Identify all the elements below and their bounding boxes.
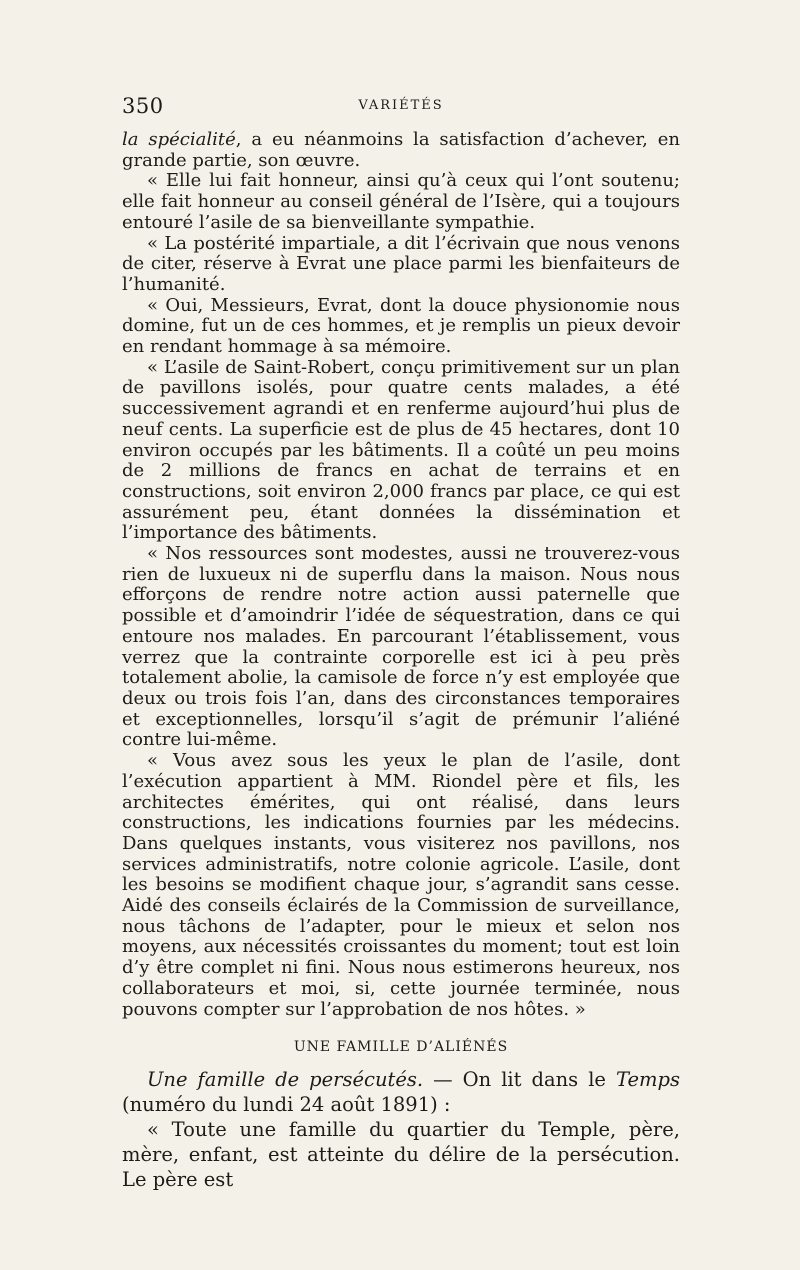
- running-title: VARIÉTÉS: [358, 98, 444, 113]
- paragraph: « Elle lui fait honneur, ainsi qu’à ceux qui l’ont soutenu; elle fait honneur au conseil général de l’Isère, qui a toujours entouré l’asile de sa bienveillante sympathie.: [122, 170, 680, 233]
- paragraph-text: , a eu néanmoins la satisfaction d’achever, en grande partie, son œuvre.: [122, 129, 681, 171]
- paragraph-article-intro: [122, 1067, 680, 1117]
- page-body: [122, 130, 680, 1192]
- page-header: [122, 94, 680, 124]
- paragraph: « Nos ressources sont modestes, aussi ne trouverez-vous rien de luxueux ni de superflu dans la maison. Nous nous efforçons de rendre notre action aussi paternelle que possible et d’amoindrir l’idée de séquestration, dans ce qui entoure nos malades. En parcourant l’établissement, vous verrez que la contrainte corporelle est ici à peu près totalement abolie, la camisole de force n’y est employée que deux ou trois fois l’an, dans des circonstances temporaires et exceptionnelles, lorsqu’il s’agit de prémunir l’aliéné contre lui-même.: [122, 543, 680, 751]
- paragraph-quote: « Toute une famille du quartier du Temple, père, mère, enfant, est atteinte du délire de la persécution. Le père est: [122, 1118, 680, 1192]
- paragraph-text: — On lit dans le: [423, 1068, 616, 1092]
- newspaper-name: Temps: [615, 1068, 680, 1092]
- paragraph: « L’asile de Saint-Robert, conçu primitivement sur un plan de pavillons isolés, pour quatre cents malades, a été successivement agrandi et en renferme aujourd’hui plus de neuf cents. La superficie est de plus de 45 hectares, dont 10 environ occupés par les bâtiments. Il a coûté un peu moins de 2 millions de francs en achat de terrains et en constructions, soit environ 2,000 francs par place, ce qui est assurément peu, étant données la dissémination et l’importance des bâtiments.: [122, 356, 680, 544]
- italic-phrase: la spécialité: [122, 129, 236, 150]
- page-number: 350: [122, 94, 164, 118]
- paragraph: « Oui, Messieurs, Evrat, dont la douce physionomie nous domine, fut un de ces hommes, et je remplis un pieux devoir en rendant hommage à sa mémoire.: [122, 294, 680, 358]
- paragraph-text: (numéro du lundi 24 août 1891) :: [122, 1093, 451, 1117]
- paragraph: « La postérité impartiale, a dit l’écrivain que nous venons de citer, réserve à Evrat une place parmi les bienfaiteurs de l’humanité.: [122, 232, 680, 295]
- article-title: Une famille de persécutés.: [147, 1068, 424, 1092]
- section-heading: UNE FAMILLE D’ALIÉNÉS: [293, 1039, 509, 1056]
- paragraph-continuation: [122, 130, 680, 171]
- paragraph: « Vous avez sous les yeux le plan de l’asile, dont l’exécution appartient à MM. Riondel père et fils, les architectes émérites, qui ont réalisé, dans leurs constructions, les indications fournies par les médecins. Dans quelques instants, vous visiterez nos pavillons, nos services administratifs, notre colonie agricole. L’asile, dont les besoins se modifient chaque jour, s’agrandit sans cesse. Aidé des conseils éclairés de la Commission de surveillance, nous tâchons de l’adapter, pour le mieux et selon nos moyens, aux nécessités croissantes du moment; tout est loin d’y être complet ni fini. Nous nous estimerons heureux, nos collaborateurs et moi, si, cette journée terminée, nous pouvons compter sur l’approbation de nos hôtes. »: [122, 750, 680, 1020]
